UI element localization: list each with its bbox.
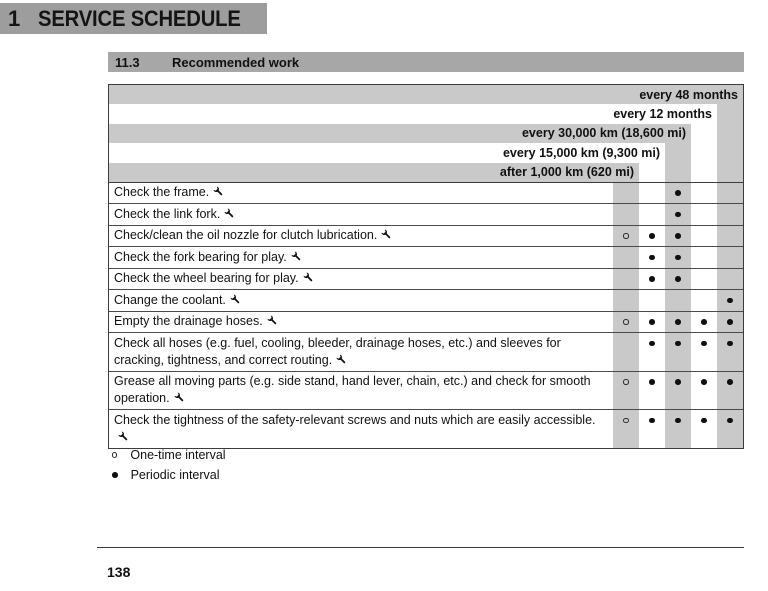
chapter-number: 1 bbox=[8, 5, 21, 31]
interval-cell bbox=[639, 312, 665, 333]
periodic-interval-dot bbox=[727, 418, 733, 424]
table-row bbox=[109, 269, 743, 291]
task-text: Check all hoses (e.g. fuel, cooling, bleeder, drainage hoses, etc.) and sleeves for cracking, tightness, and correct routing. bbox=[114, 335, 561, 367]
interval-header-label: every 15,000 km (9,300 mi) bbox=[109, 143, 665, 162]
table-row bbox=[109, 226, 743, 248]
interval-cell bbox=[665, 290, 691, 311]
wrench-icon bbox=[336, 354, 347, 365]
interval-cell bbox=[691, 290, 717, 311]
task-cell bbox=[109, 269, 613, 290]
interval-cell bbox=[691, 372, 717, 410]
interval-header-label: every 48 months bbox=[109, 85, 743, 104]
interval-cell bbox=[717, 226, 743, 247]
periodic-interval-dot bbox=[649, 418, 655, 424]
interval-cell bbox=[691, 183, 717, 204]
periodic-interval-dot bbox=[701, 319, 707, 325]
periodic-interval-dot bbox=[727, 341, 733, 347]
interval-header-block bbox=[109, 85, 743, 183]
table-row bbox=[109, 372, 743, 411]
periodic-interval-dot bbox=[649, 255, 655, 261]
wrench-icon bbox=[224, 208, 235, 219]
interval-cell bbox=[717, 290, 743, 311]
periodic-interval-dot bbox=[649, 341, 655, 347]
section-number: 11.3 bbox=[115, 54, 140, 70]
one-time-interval-circle bbox=[623, 233, 628, 238]
task-cell bbox=[109, 410, 613, 448]
periodic-interval-dot bbox=[675, 341, 681, 347]
interval-cell bbox=[613, 312, 639, 333]
table-row bbox=[109, 204, 743, 226]
interval-cell bbox=[717, 410, 743, 448]
wrench-icon bbox=[291, 251, 302, 262]
interval-header-row bbox=[109, 104, 743, 123]
interval-cell bbox=[665, 226, 691, 247]
periodic-interval-dot bbox=[675, 233, 681, 239]
interval-cell bbox=[639, 410, 665, 448]
table-row bbox=[109, 333, 743, 372]
legend-item bbox=[108, 445, 226, 465]
table-row bbox=[109, 247, 743, 269]
one-time-interval-circle bbox=[623, 379, 628, 384]
task-text: Check the fork bearing for play. bbox=[114, 249, 287, 264]
footer-rule bbox=[97, 547, 744, 548]
interval-cell bbox=[717, 312, 743, 333]
one-time-interval-circle bbox=[112, 452, 117, 457]
task-cell bbox=[109, 183, 613, 204]
task-cell bbox=[109, 226, 613, 247]
wrench-icon bbox=[118, 431, 129, 442]
task-text: Empty the drainage hoses. bbox=[114, 314, 263, 329]
task-rows-block bbox=[109, 183, 743, 448]
task-cell bbox=[109, 312, 613, 333]
periodic-interval-dot bbox=[701, 379, 707, 385]
task-text: Check/clean the oil nozzle for clutch lubrication. bbox=[114, 228, 378, 243]
periodic-interval-dot bbox=[727, 298, 733, 304]
interval-cell bbox=[691, 226, 717, 247]
column-stripe bbox=[717, 163, 743, 182]
interval-cell bbox=[639, 372, 665, 410]
interval-cell bbox=[691, 269, 717, 290]
periodic-interval-dot bbox=[649, 379, 655, 385]
legend-item bbox=[108, 465, 226, 485]
interval-cell bbox=[613, 226, 639, 247]
section-heading bbox=[108, 52, 744, 72]
periodic-interval-dot bbox=[649, 233, 655, 239]
table-row bbox=[109, 290, 743, 312]
interval-header-label: every 30,000 km (18,600 mi) bbox=[109, 124, 691, 143]
task-cell bbox=[109, 333, 613, 371]
interval-cell bbox=[613, 247, 639, 268]
task-text: Check the tightness of the safety-relevant screws and nuts which are easily accessible. bbox=[114, 412, 596, 427]
periodic-interval-dot bbox=[701, 341, 707, 347]
wrench-icon bbox=[267, 315, 278, 326]
periodic-interval-dot bbox=[649, 319, 655, 325]
wrench-icon bbox=[381, 229, 392, 240]
column-stripe bbox=[717, 143, 743, 162]
wrench-icon bbox=[303, 272, 314, 283]
periodic-interval-dot bbox=[649, 276, 655, 282]
interval-header-row bbox=[109, 163, 743, 182]
legend-label: Periodic interval bbox=[130, 468, 220, 482]
periodic-interval-dot bbox=[675, 418, 681, 424]
periodic-interval-dot bbox=[675, 190, 681, 196]
interval-cell bbox=[639, 290, 665, 311]
page-number: 138 bbox=[107, 564, 131, 580]
task-cell bbox=[109, 247, 613, 268]
interval-cell bbox=[717, 247, 743, 268]
column-stripe bbox=[691, 124, 717, 143]
interval-cell bbox=[613, 204, 639, 225]
legend bbox=[108, 445, 226, 485]
periodic-interval-dot bbox=[675, 255, 681, 261]
periodic-interval-dot bbox=[727, 379, 733, 385]
task-cell bbox=[109, 204, 613, 225]
task-text: Check the wheel bearing for play. bbox=[114, 271, 299, 286]
column-stripe bbox=[665, 163, 691, 182]
interval-cell bbox=[717, 333, 743, 371]
periodic-interval-dot bbox=[727, 319, 733, 325]
interval-cell bbox=[691, 204, 717, 225]
interval-cell bbox=[639, 269, 665, 290]
interval-cell bbox=[639, 226, 665, 247]
task-text: Grease all moving parts (e.g. side stand, hand lever, chain, etc.) and check for smooth operation. bbox=[114, 374, 591, 406]
periodic-interval-dot bbox=[675, 319, 681, 325]
interval-cell bbox=[665, 372, 691, 410]
wrench-icon bbox=[174, 392, 185, 403]
interval-cell bbox=[665, 183, 691, 204]
interval-cell bbox=[665, 410, 691, 448]
column-stripe bbox=[639, 163, 665, 182]
interval-cell bbox=[717, 372, 743, 410]
interval-cell bbox=[691, 333, 717, 371]
interval-cell bbox=[717, 269, 743, 290]
section-title: Recommended work bbox=[172, 54, 300, 70]
table-row bbox=[109, 410, 743, 448]
task-text: Check the link fork. bbox=[114, 206, 221, 221]
interval-cell bbox=[613, 410, 639, 448]
interval-cell bbox=[665, 312, 691, 333]
chapter-title: SERVICE SCHEDULE bbox=[38, 5, 241, 31]
interval-cell bbox=[613, 269, 639, 290]
column-stripe bbox=[691, 143, 717, 162]
table-row bbox=[109, 183, 743, 205]
interval-header-row bbox=[109, 85, 743, 104]
one-time-interval-circle bbox=[623, 418, 628, 423]
interval-header-label: after 1,000 km (620 mi) bbox=[109, 163, 639, 182]
interval-cell bbox=[613, 183, 639, 204]
interval-cell bbox=[639, 333, 665, 371]
periodic-interval-dot bbox=[675, 212, 681, 218]
interval-cell bbox=[691, 312, 717, 333]
interval-cell bbox=[639, 183, 665, 204]
periodic-interval-dot bbox=[675, 379, 681, 385]
wrench-icon bbox=[213, 186, 224, 197]
table-row bbox=[109, 312, 743, 334]
legend-label: One-time interval bbox=[130, 448, 226, 462]
interval-cell bbox=[639, 204, 665, 225]
interval-cell bbox=[717, 204, 743, 225]
service-schedule-table bbox=[108, 84, 744, 449]
column-stripe bbox=[665, 143, 691, 162]
interval-header-row bbox=[109, 143, 743, 162]
interval-cell bbox=[665, 269, 691, 290]
one-time-interval-circle bbox=[623, 319, 628, 324]
task-text: Check the frame. bbox=[114, 185, 210, 200]
chapter-heading bbox=[0, 3, 267, 34]
interval-header-row bbox=[109, 124, 743, 143]
interval-cell bbox=[639, 247, 665, 268]
interval-cell bbox=[665, 204, 691, 225]
column-stripe bbox=[717, 104, 743, 123]
task-text: Change the coolant. bbox=[114, 292, 226, 307]
wrench-icon bbox=[230, 294, 241, 305]
column-stripe bbox=[691, 163, 717, 182]
periodic-interval-dot bbox=[701, 418, 707, 424]
periodic-interval-dot bbox=[675, 276, 681, 282]
task-cell bbox=[109, 372, 613, 410]
interval-cell bbox=[613, 372, 639, 410]
interval-cell bbox=[691, 247, 717, 268]
interval-cell bbox=[613, 333, 639, 371]
column-stripe bbox=[717, 124, 743, 143]
interval-header-label: every 12 months bbox=[109, 104, 717, 123]
interval-cell bbox=[691, 410, 717, 448]
periodic-interval-dot bbox=[112, 472, 118, 478]
interval-cell bbox=[665, 247, 691, 268]
interval-cell bbox=[665, 333, 691, 371]
task-cell bbox=[109, 290, 613, 311]
interval-cell bbox=[717, 183, 743, 204]
interval-cell bbox=[613, 290, 639, 311]
